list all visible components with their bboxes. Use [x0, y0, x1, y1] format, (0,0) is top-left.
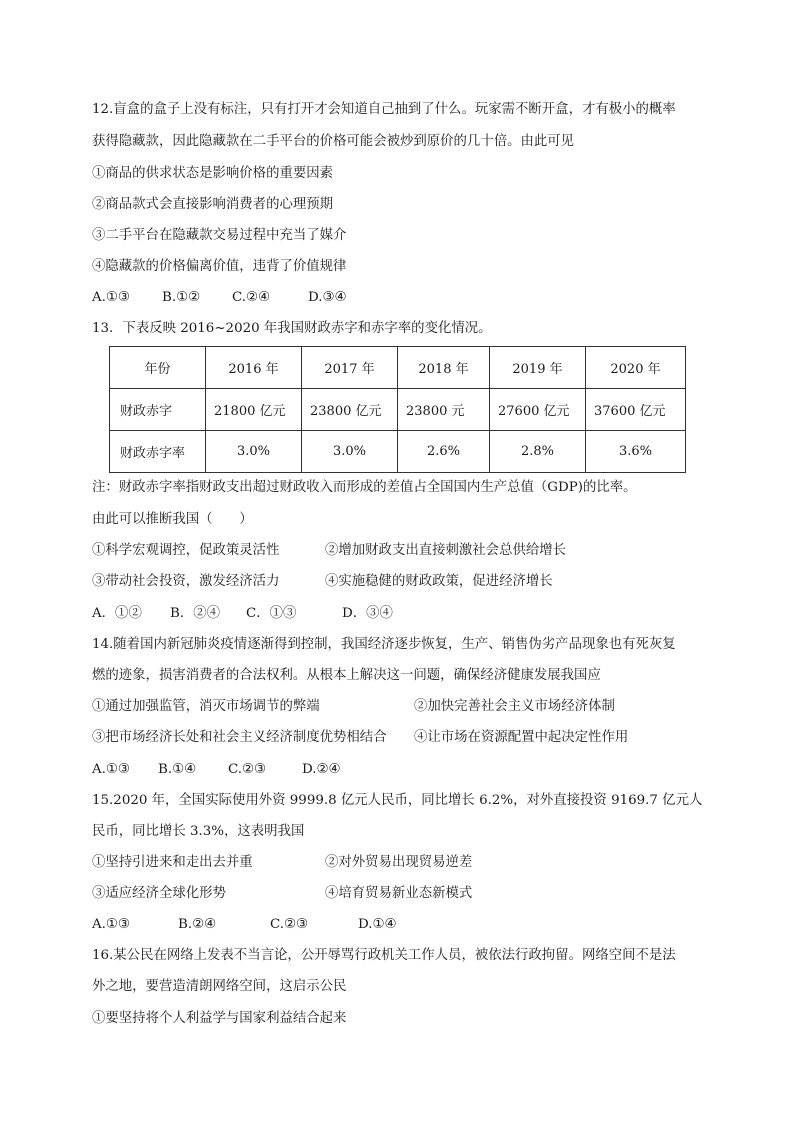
q16-stem-line1: 16.某公民在网络上发表不当言论，公开辱骂行政机关工作人员，被依法行政拘留。网络空间不是法 — [92, 948, 676, 963]
table-header-cell: 年份 — [110, 347, 206, 389]
q15-item-4: ④培育贸易新业态新模式 — [325, 886, 473, 901]
q13-option-b: B．②④ — [170, 606, 221, 621]
q13-items-row2 — [92, 573, 553, 591]
q13-item-2: ②增加财政支出直接刺激社会总供给增长 — [325, 543, 567, 558]
q13-item-1: ①科学宏观调控，促政策灵活性 — [92, 543, 280, 558]
q12-stem-line2: 获得隐藏款，因此隐藏款在二手平台的价格可能会被炒到原价的几十倍。由此可见 — [92, 134, 575, 149]
table-cell: 3.6% — [586, 431, 686, 473]
q13-options — [92, 605, 393, 623]
q14-item-3: ③把市场经济长处和社会主义经济制度优势相结合 — [92, 730, 387, 745]
table-header-cell: 2018 年 — [398, 347, 490, 389]
q15-stem-line2: 民币，同比增长 3.3%，这表明我国 — [92, 824, 305, 839]
table-row — [110, 389, 686, 431]
q13-ask: 由此可以推断我国（ ） — [92, 512, 253, 527]
q12-item-3: ③二手平台在隐藏款交易过程中充当了媒介 — [92, 228, 347, 243]
q14-option-d: D.②④ — [302, 762, 341, 777]
q13-option-c: C．①③ — [246, 606, 297, 621]
table-header-cell: 2019 年 — [490, 347, 586, 389]
q16-stem-line2: 外之地，要营造清朗网络空间，这启示公民 — [92, 979, 347, 994]
fiscal-deficit-table — [109, 346, 686, 473]
table-header-cell: 2016 年 — [206, 347, 302, 389]
table-header-row — [110, 347, 686, 389]
q12-options — [92, 289, 347, 307]
q15-option-d: D.①④ — [358, 917, 397, 932]
q12-item-4: ④隐藏款的价格偏离价值，违背了价值规律 — [92, 259, 347, 274]
q12-option-d: D.③④ — [308, 290, 347, 305]
q13-stem: 13．下表反映 2016~2020 年我国财政赤字和赤字率的变化情况。 — [92, 321, 492, 336]
q15-options — [92, 916, 397, 934]
q14-item-1: ①通过加强监管，消灭市场调节的弊端 — [92, 699, 320, 714]
q15-option-a: A.①③ — [92, 917, 130, 932]
q12-item-2: ②商品款式会直接影响消费者的心理预期 — [92, 197, 334, 212]
q14-option-a: A.①③ — [92, 762, 130, 777]
q12-option-b: B.①② — [162, 290, 201, 305]
q13-items-row1 — [92, 542, 566, 560]
q15-item-3: ③适应经济全球化形势 — [92, 886, 226, 901]
table-row-label: 财政赤字 — [110, 389, 206, 431]
q12-option-a: A.①③ — [92, 290, 130, 305]
table-cell: 2.6% — [398, 431, 490, 473]
q15-items-row1 — [92, 854, 472, 872]
table-cell: 23800 元 — [398, 389, 490, 431]
q13-note: 注：财政赤字率指财政支出超过财政收入而形成的差值占全国国内生产总值（GDP)的比率。 — [92, 480, 637, 495]
q13-item-4: ④实施稳健的财政政策，促进经济增长 — [325, 574, 553, 589]
q12-option-c: C.②④ — [232, 290, 271, 305]
q14-option-b: B.①④ — [158, 762, 197, 777]
q13-item-3: ③带动社会投资，激发经济活力 — [92, 574, 280, 589]
q13-option-d: D．③④ — [342, 606, 393, 621]
table-cell: 37600 亿元 — [586, 389, 686, 431]
q14-stem-line2: 燃的迹象，损害消费者的合法权利。从根本上解决这一问题，确保经济健康发展我国应 — [92, 668, 601, 683]
q15-item-1: ①坚持引进来和走出去并重 — [92, 855, 253, 870]
table-cell: 3.0% — [302, 431, 398, 473]
q14-options — [92, 761, 341, 779]
q14-item-4: ④让市场在资源配置中起决定性作用 — [414, 730, 629, 745]
q15-stem-line1: 15.2020 年，全国实际使用外资 9999.8 亿元人民币，同比增长 6.2%，对外直接投资 9169.7 亿元人 — [92, 793, 703, 808]
q14-items-row1 — [92, 698, 615, 716]
q12-item-1: ①商品的供求状态是影响价格的重要因素 — [92, 166, 334, 181]
q13-option-a: A．①② — [92, 606, 142, 621]
table-cell: 3.0% — [206, 431, 302, 473]
table-header-cell: 2017 年 — [302, 347, 398, 389]
q14-option-c: C.②③ — [228, 762, 267, 777]
q16-item-1: ①要坚持将个人利益学与国家利益结合起来 — [92, 1011, 347, 1026]
q14-stem-line1: 14.随着国内新冠肺炎疫情逐渐得到控制，我国经济逐步恢复，生产、销售伪劣产品现象也有死灰复 — [92, 637, 676, 652]
q12-stem-line1: 12.盲盒的盒子上没有标注，只有打开才会知道自己抽到了什么。玩家需不断开盒，才有极小的概率 — [92, 102, 676, 117]
q15-items-row2 — [92, 885, 472, 903]
q15-option-b: B.②④ — [178, 917, 217, 932]
table-cell: 27600 亿元 — [490, 389, 586, 431]
table-cell: 2.8% — [490, 431, 586, 473]
table-row — [110, 431, 686, 473]
table-cell: 21800 亿元 — [206, 389, 302, 431]
table-cell: 23800 亿元 — [302, 389, 398, 431]
table-row-label: 财政赤字率 — [110, 431, 206, 473]
table-header-cell: 2020 年 — [586, 347, 686, 389]
q14-item-2: ②加快完善社会主义市场经济体制 — [414, 699, 615, 714]
q14-items-row2 — [92, 729, 628, 747]
q15-option-c: C.②③ — [270, 917, 309, 932]
q15-item-2: ②对外贸易出现贸易逆差 — [325, 855, 473, 870]
